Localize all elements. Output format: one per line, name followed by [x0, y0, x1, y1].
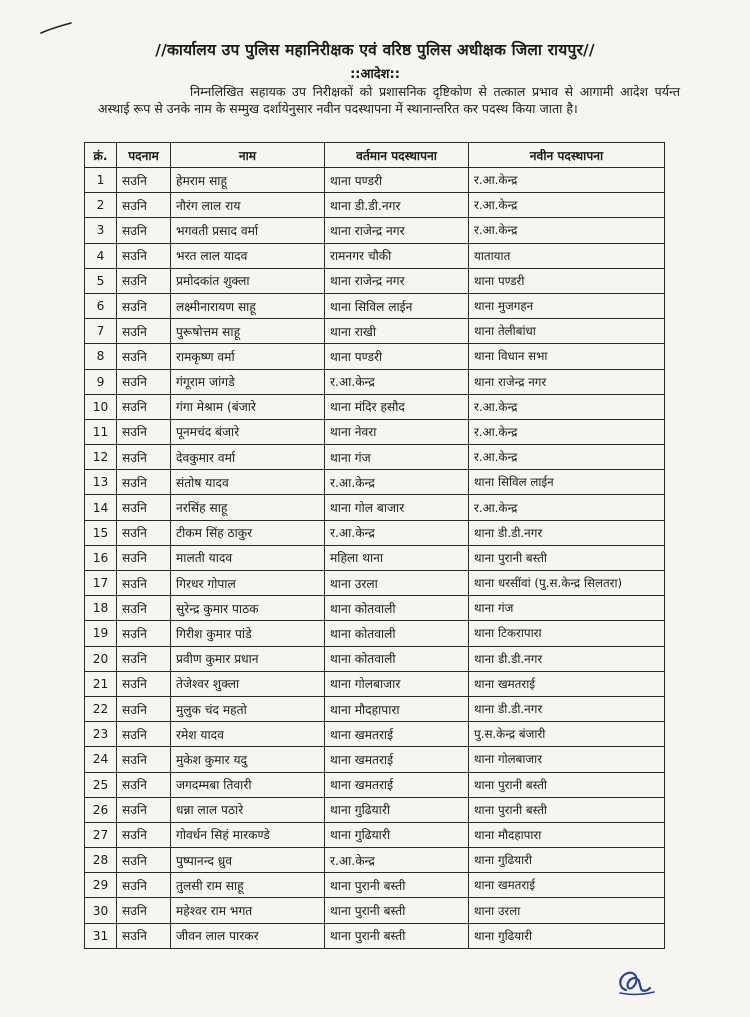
cell-serial: 15: [85, 520, 117, 545]
cell-new-posting: थाना डी.डी.नगर: [469, 520, 665, 545]
cell-designation: सउनि: [117, 596, 171, 621]
cell-new-posting: पु.स.केन्द्र बंजारी: [469, 722, 665, 747]
order-intro-text: निम्नलिखित सहायक उप निरीक्षकों को प्रशासनिक दृष्टिकोण से तत्काल प्रभाव से आगामी आदेश पर्यन्त अस्थाई रूप से उनके नाम के सम्मुख दर्शायेनुसार नवीन पदस्थापना में स्थानान्तरित कर पदस्थ किया जाता है।: [98, 84, 680, 116]
cell-serial: 26: [85, 797, 117, 822]
cell-new-posting: र.आ.केन्द्र: [469, 193, 665, 218]
cell-designation: सउनि: [117, 545, 171, 570]
cell-designation: सउनि: [117, 848, 171, 873]
cell-designation: सउनि: [117, 772, 171, 797]
column-header-serial: क्रं.: [85, 143, 117, 168]
cell-new-posting: थाना टिकरापारा: [469, 621, 665, 646]
cell-current-posting: थाना पण्डरी: [325, 344, 469, 369]
cell-current-posting: थाना गंज: [325, 445, 469, 470]
cell-name: गंगा मेश्राम (बंजारे: [171, 394, 325, 419]
cell-designation: सउनि: [117, 369, 171, 394]
table-row: [85, 243, 665, 268]
table-row: [85, 344, 665, 369]
cell-new-posting: थाना उरला: [469, 898, 665, 923]
cell-new-posting: थाना खमतराई: [469, 873, 665, 898]
cell-designation: सउनि: [117, 495, 171, 520]
order-intro-paragraph: [98, 83, 680, 117]
cell-new-posting: थाना गुढियारी: [469, 923, 665, 948]
table-row: [85, 571, 665, 596]
pen-stroke-mark: [40, 22, 72, 34]
cell-current-posting: र.आ.केन्द्र: [325, 520, 469, 545]
cell-current-posting: थाना पण्डरी: [325, 168, 469, 193]
table-row: [85, 369, 665, 394]
cell-new-posting: थाना पण्डरी: [469, 268, 665, 293]
cell-serial: 3: [85, 218, 117, 243]
cell-designation: सउनि: [117, 394, 171, 419]
cell-name: तुलसी राम साहू: [171, 873, 325, 898]
table-row: [85, 621, 665, 646]
table-row: [85, 873, 665, 898]
cell-serial: 20: [85, 646, 117, 671]
cell-name: भरत लाल यादव: [171, 243, 325, 268]
cell-designation: सउनि: [117, 797, 171, 822]
cell-serial: 30: [85, 898, 117, 923]
cell-new-posting: थाना राजेन्द्र नगर: [469, 369, 665, 394]
cell-new-posting: र.आ.केन्द्र: [469, 419, 665, 444]
cell-serial: 7: [85, 319, 117, 344]
cell-current-posting: र.आ.केन्द्र: [325, 369, 469, 394]
cell-designation: सउनि: [117, 293, 171, 318]
cell-name: टीकम सिंह ठाकुर: [171, 520, 325, 545]
cell-serial: 2: [85, 193, 117, 218]
cell-name: हेमराम साहू: [171, 168, 325, 193]
cell-current-posting: थाना गोलबाजार: [325, 671, 469, 696]
cell-new-posting: र.आ.केन्द्र: [469, 445, 665, 470]
table-row: [85, 898, 665, 923]
table-row: [85, 293, 665, 318]
cell-name: लक्ष्मीनारायण साहू: [171, 293, 325, 318]
cell-serial: 14: [85, 495, 117, 520]
cell-new-posting: थाना मुजगहन: [469, 293, 665, 318]
table-row: [85, 671, 665, 696]
cell-designation: सउनि: [117, 671, 171, 696]
cell-designation: सउनि: [117, 571, 171, 596]
cell-current-posting: थाना पुरानी बस्ती: [325, 923, 469, 948]
cell-current-posting: थाना खमतराई: [325, 772, 469, 797]
table-row: [85, 394, 665, 419]
cell-new-posting: थाना गंज: [469, 596, 665, 621]
cell-designation: सउनि: [117, 218, 171, 243]
cell-designation: सउनि: [117, 722, 171, 747]
cell-current-posting: थाना मंदिर हसौद: [325, 394, 469, 419]
cell-current-posting: महिला थाना: [325, 545, 469, 570]
cell-new-posting: थाना डी.डी.नगर: [469, 646, 665, 671]
cell-serial: 27: [85, 822, 117, 847]
table-row: [85, 596, 665, 621]
cell-current-posting: थाना कोतवाली: [325, 621, 469, 646]
cell-new-posting: थाना विधान सभा: [469, 344, 665, 369]
cell-serial: 12: [85, 445, 117, 470]
column-header-current-posting: वर्तमान पदस्थापना: [325, 143, 469, 168]
cell-current-posting: थाना उरला: [325, 571, 469, 596]
cell-designation: सउनि: [117, 873, 171, 898]
table-row: [85, 319, 665, 344]
office-title: //कार्यालय उप पुलिस महानिरीक्षक एवं वरिष्ठ पुलिस अधीक्षक जिला रायपुर//: [155, 41, 595, 59]
cell-current-posting: थाना कोतवाली: [325, 596, 469, 621]
table-row: [85, 445, 665, 470]
cell-name: संतोष यादव: [171, 470, 325, 495]
cell-current-posting: थाना कोतवाली: [325, 646, 469, 671]
cell-current-posting: थाना मौदहापारा: [325, 696, 469, 721]
cell-name: नरसिंह साहू: [171, 495, 325, 520]
table-row: [85, 268, 665, 293]
cell-current-posting: थाना राखी: [325, 319, 469, 344]
cell-new-posting: थाना सिविल लाईन: [469, 470, 665, 495]
cell-current-posting: थाना सिविल लाईन: [325, 293, 469, 318]
table-row: [85, 797, 665, 822]
cell-current-posting: र.आ.केन्द्र: [325, 848, 469, 873]
cell-current-posting: थाना डी.डी.नगर: [325, 193, 469, 218]
cell-name: प्रमोदकांत शुक्ला: [171, 268, 325, 293]
cell-designation: सउनि: [117, 319, 171, 344]
cell-designation: सउनि: [117, 646, 171, 671]
cell-name: महेश्वर राम भगत: [171, 898, 325, 923]
cell-serial: 17: [85, 571, 117, 596]
cell-designation: सउनि: [117, 621, 171, 646]
cell-serial: 31: [85, 923, 117, 948]
cell-serial: 28: [85, 848, 117, 873]
cell-designation: सउनि: [117, 193, 171, 218]
table-row: [85, 923, 665, 948]
cell-serial: 5: [85, 268, 117, 293]
order-heading: ::आदेश::: [350, 67, 400, 82]
table-row: [85, 646, 665, 671]
cell-serial: 18: [85, 596, 117, 621]
cell-serial: 21: [85, 671, 117, 696]
column-header-new-posting: नवीन पदस्थापना: [469, 143, 665, 168]
cell-serial: 24: [85, 747, 117, 772]
cell-serial: 16: [85, 545, 117, 570]
cell-new-posting: थाना गोलबाजार: [469, 747, 665, 772]
cell-name: गोवर्धन सिहं मारकण्डे: [171, 822, 325, 847]
cell-current-posting: थाना गुढियारी: [325, 797, 469, 822]
cell-name: जगदम्मबा तिवारी: [171, 772, 325, 797]
cell-designation: सउनि: [117, 243, 171, 268]
cell-designation: सउनि: [117, 923, 171, 948]
table-row: [85, 520, 665, 545]
table-row: [85, 218, 665, 243]
cell-current-posting: थाना राजेन्द्र नगर: [325, 268, 469, 293]
cell-current-posting: थाना खमतराई: [325, 747, 469, 772]
cell-new-posting: र.आ.केन्द्र: [469, 394, 665, 419]
cell-new-posting: थाना डी.डी.नगर: [469, 696, 665, 721]
cell-designation: सउनि: [117, 747, 171, 772]
cell-serial: 13: [85, 470, 117, 495]
cell-new-posting: थाना तेलीबांधा: [469, 319, 665, 344]
cell-serial: 25: [85, 772, 117, 797]
table-row: [85, 848, 665, 873]
cell-designation: सउनि: [117, 419, 171, 444]
table-row: [85, 822, 665, 847]
table-row: [85, 193, 665, 218]
column-header-designation: पदनाम: [117, 143, 171, 168]
cell-current-posting: थाना पुरानी बस्ती: [325, 898, 469, 923]
cell-current-posting: थाना पुरानी बस्ती: [325, 873, 469, 898]
cell-designation: सउनि: [117, 470, 171, 495]
cell-name: पूनमचंद बंजारे: [171, 419, 325, 444]
cell-new-posting: र.आ.केन्द्र: [469, 218, 665, 243]
cell-name: गिरधर गोपाल: [171, 571, 325, 596]
cell-designation: सउनि: [117, 445, 171, 470]
cell-new-posting: थाना पुरानी बस्ती: [469, 545, 665, 570]
cell-name: देवकुमार वर्मा: [171, 445, 325, 470]
table-row: [85, 747, 665, 772]
cell-name: पुरूषोत्तम साहू: [171, 319, 325, 344]
cell-new-posting: यातायात: [469, 243, 665, 268]
faint-footer-text: [84, 966, 504, 976]
cell-new-posting: थाना पुरानी बस्ती: [469, 797, 665, 822]
cell-current-posting: थाना गोल बाजार: [325, 495, 469, 520]
cell-name: भगवती प्रसाद वर्मा: [171, 218, 325, 243]
cell-current-posting: थाना गुढियारी: [325, 822, 469, 847]
cell-serial: 1: [85, 168, 117, 193]
cell-name: गंगूराम जांगडे: [171, 369, 325, 394]
cell-new-posting: थाना गुढियारी: [469, 848, 665, 873]
cell-current-posting: र.आ.केन्द्र: [325, 470, 469, 495]
transfer-table: [84, 142, 665, 949]
cell-serial: 19: [85, 621, 117, 646]
cell-designation: सउनि: [117, 822, 171, 847]
cell-designation: सउनि: [117, 898, 171, 923]
cell-serial: 9: [85, 369, 117, 394]
table-row: [85, 722, 665, 747]
cell-serial: 23: [85, 722, 117, 747]
cell-serial: 8: [85, 344, 117, 369]
cell-name: रमेश यादव: [171, 722, 325, 747]
cell-current-posting: थाना राजेन्द्र नगर: [325, 218, 469, 243]
cell-designation: सउनि: [117, 344, 171, 369]
table-row: [85, 545, 665, 570]
cell-serial: 6: [85, 293, 117, 318]
cell-serial: 4: [85, 243, 117, 268]
cell-serial: 10: [85, 394, 117, 419]
cell-name: मुकेश कुमार यदु: [171, 747, 325, 772]
table-row: [85, 696, 665, 721]
cell-new-posting: र.आ.केन्द्र: [469, 495, 665, 520]
table-row: [85, 495, 665, 520]
cell-name: धन्ना लाल पठारे: [171, 797, 325, 822]
signature-mark: [612, 962, 658, 998]
cell-new-posting: र.आ.केन्द्र: [469, 168, 665, 193]
cell-name: प्रवीण कुमार प्रधान: [171, 646, 325, 671]
cell-current-posting: थाना नेवरा: [325, 419, 469, 444]
cell-name: जीवन लाल पारकर: [171, 923, 325, 948]
cell-new-posting: थाना पुरानी बस्ती: [469, 772, 665, 797]
table-row: [85, 419, 665, 444]
cell-designation: सउनि: [117, 168, 171, 193]
column-header-name: नाम: [171, 143, 325, 168]
cell-current-posting: रामनगर चौकी: [325, 243, 469, 268]
cell-new-posting: थाना मौदहापारा: [469, 822, 665, 847]
table-row: [85, 772, 665, 797]
cell-current-posting: थाना खमतराई: [325, 722, 469, 747]
cell-name: पुष्पानन्द ध्रुव: [171, 848, 325, 873]
table-body: [85, 168, 665, 949]
cell-serial: 29: [85, 873, 117, 898]
cell-designation: सउनि: [117, 696, 171, 721]
cell-new-posting: थाना धरसींवां (पु.स.केन्द्र सिलतरा): [469, 571, 665, 596]
cell-name: गिरीश कुमार पांडे: [171, 621, 325, 646]
cell-name: मुलुक चंद महतो: [171, 696, 325, 721]
cell-serial: 11: [85, 419, 117, 444]
cell-designation: सउनि: [117, 268, 171, 293]
cell-designation: सउनि: [117, 520, 171, 545]
cell-name: नौरंग लाल राय: [171, 193, 325, 218]
table-row: [85, 168, 665, 193]
table-header-row: [85, 143, 665, 168]
cell-name: तेजेश्वर शुक्ला: [171, 671, 325, 696]
table-row: [85, 470, 665, 495]
cell-name: रामकृष्ण वर्मा: [171, 344, 325, 369]
cell-name: सुरेन्द्र कुमार पाठक: [171, 596, 325, 621]
cell-serial: 22: [85, 696, 117, 721]
cell-name: मालती यादव: [171, 545, 325, 570]
cell-new-posting: थाना खमतराई: [469, 671, 665, 696]
